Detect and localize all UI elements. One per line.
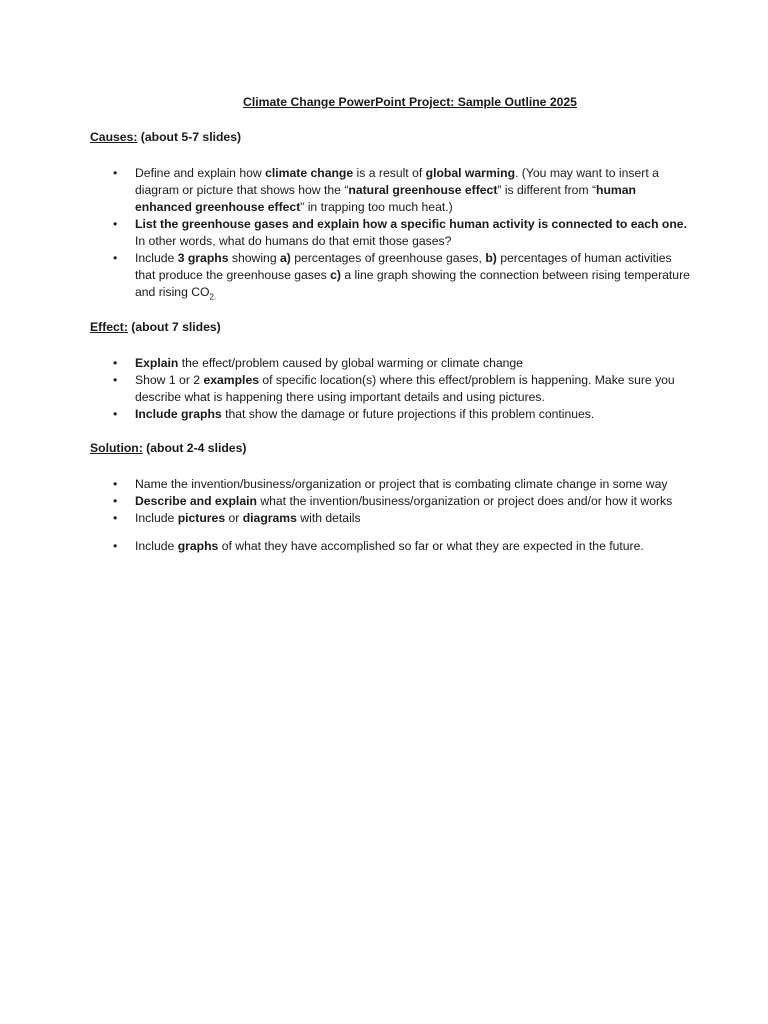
bold-text: c)	[330, 268, 341, 282]
list-item-text: showing	[228, 251, 280, 265]
list-item	[90, 493, 690, 510]
causes-heading-label: Causes:	[90, 130, 138, 144]
list-item-text: ” is different from “	[497, 183, 597, 197]
causes-list	[90, 165, 690, 301]
bold-text: diagrams	[242, 511, 297, 525]
list-item-text: . (You may want to insert a diagram or picture that shows how the “	[135, 166, 659, 197]
list-item	[90, 510, 690, 527]
list-item-text: the effect/problem caused by global warming or climate change	[178, 356, 523, 370]
bold-text: b)	[485, 251, 497, 265]
list-item-text: of specific location(s) where this effect/problem is happening. Make sure you describe what is happening there using important details and using pictures.	[135, 373, 675, 404]
bold-text: global warming	[425, 166, 516, 180]
list-item	[90, 355, 690, 372]
bold-text: pictures	[177, 511, 226, 525]
list-item-text: or	[225, 511, 243, 525]
bold-text: List the greenhouse gases and explain how a specific human activity is connected to each one.	[135, 217, 687, 231]
solution-heading-label: Solution:	[90, 441, 143, 455]
solution-list	[90, 476, 690, 555]
list-item-text: of what they have accomplished so far or what they are expected in the future.	[218, 539, 644, 553]
bullet-icon: •	[113, 356, 118, 370]
bullet-icon: •	[113, 511, 118, 525]
causes-heading	[90, 129, 690, 146]
bold-text: natural greenhouse effect	[348, 183, 498, 197]
list-item-text: with details	[296, 511, 361, 525]
list-item-text: Include	[135, 539, 178, 553]
bullet-icon: •	[113, 539, 118, 553]
bold-text: Explain	[135, 356, 179, 370]
list-item	[90, 372, 690, 406]
list-item	[90, 216, 690, 250]
effect-list	[90, 355, 690, 423]
list-item-text: ” in trapping too much heat.)	[300, 200, 453, 214]
bullet-icon: •	[113, 407, 118, 421]
list-item	[90, 538, 690, 555]
list-item-text: Include	[135, 511, 178, 525]
bold-text: Include graphs	[135, 407, 222, 421]
bullet-icon: •	[113, 166, 118, 180]
bullet-icon: •	[113, 251, 118, 265]
solution-heading-note: (about 2-4 slides)	[142, 441, 247, 455]
list-item-text: Name the invention/business/organization or project that is combating climate change in some way	[135, 477, 668, 491]
list-item-text: percentages of greenhouse gases,	[290, 251, 486, 265]
effect-heading	[90, 319, 690, 336]
bullet-icon: •	[113, 217, 118, 231]
list-item-text: In other words, what do humans do that emit those gases?	[135, 234, 452, 248]
list-item-text: what the invention/business/organization or project does and/or how it works	[256, 494, 673, 508]
solution-heading	[90, 440, 690, 457]
bold-text: a)	[280, 251, 291, 265]
bullet-icon: •	[113, 494, 118, 508]
bold-text: human enhanced greenhouse effect	[135, 183, 636, 214]
document-title: Climate Change PowerPoint Project: Sample Outline 2025	[243, 95, 577, 109]
bold-text: climate change	[265, 166, 354, 180]
list-item-text: percentages of human activities that produce the greenhouse gases	[135, 251, 672, 282]
list-item-text: Define and explain how	[135, 166, 266, 180]
bold-text: 3 graphs	[177, 251, 229, 265]
list-item	[90, 165, 690, 216]
bullet-icon: •	[113, 373, 118, 387]
list-item-text: Include	[135, 251, 178, 265]
effect-heading-note: (about 7 slides)	[127, 320, 221, 334]
bold-text: examples	[203, 373, 259, 387]
list-item-text: that show the damage or future projections if this problem continues.	[221, 407, 595, 421]
bold-text: graphs	[177, 539, 219, 553]
list-item-text: 2.	[209, 292, 217, 302]
bold-text: Describe and explain	[135, 494, 257, 508]
list-item-text: a line graph showing the connection between rising temperature and rising CO	[135, 268, 690, 299]
list-item	[90, 406, 690, 423]
list-item	[90, 250, 690, 301]
list-item-text: is a result of	[353, 166, 426, 180]
list-item-text: Show 1 or 2	[135, 373, 204, 387]
list-item	[90, 476, 690, 493]
bullet-icon: •	[113, 477, 118, 491]
causes-heading-note: (about 5-7 slides)	[137, 130, 242, 144]
document-content	[90, 94, 690, 572]
effect-heading-label: Effect:	[90, 320, 128, 334]
